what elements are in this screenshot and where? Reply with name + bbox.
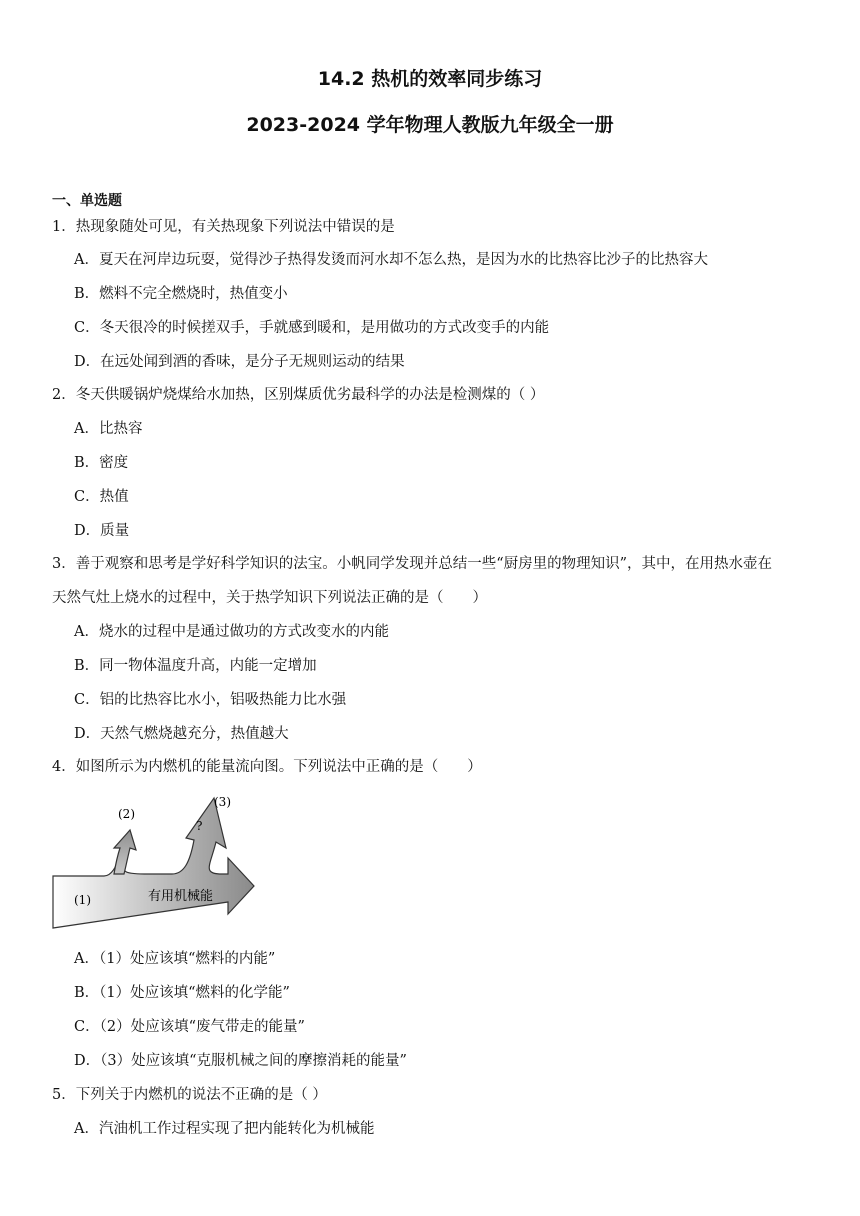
question-3-stem-line1: 3．善于观察和思考是学好科学知识的法宝。小帆同学发现并总结一些“厨房里的物理知识”，其中，在用热水壶在: [52, 556, 773, 572]
question-2-option-b: B．密度: [74, 455, 129, 471]
page-title: 14.2 热机的效率同步练习: [317, 68, 543, 90]
question-3-option-c: C．铝的比热容比水小，铝吸热能力比水强: [74, 692, 347, 708]
question-1-option-d: D．在远处闻到酒的香味，是分子无规则运动的结果: [74, 354, 405, 370]
diagram-arrow-text: 有用机械能: [148, 889, 214, 904]
question-4-stem: 4．如图所示为内燃机的能量流向图。下列说法中正确的是（ ）: [52, 759, 482, 775]
question-2-option-a: A．比热容: [74, 421, 143, 437]
question-1-option-a: A．夏天在河岸边玩耍，觉得沙子热得发烫而河水却不怎么热，是因为水的比热容比沙子的比热容大: [74, 252, 708, 268]
branch-arrow-2: [114, 830, 136, 874]
question-5-option-a: A．汽油机工作过程实现了把内能转化为机械能: [74, 1121, 375, 1137]
question-1-option-c: C．冬天很冷的时候搓双手，手就感到暖和，是用做功的方式改变手的内能: [74, 320, 550, 336]
question-2-stem: 2．冬天供暖锅炉烧煤给水加热，区别煤质优劣最科学的办法是检测煤的（ ）: [52, 387, 545, 403]
question-5-stem: 5．下列关于内燃机的说法不正确的是（ ）: [52, 1087, 327, 1103]
question-3-option-b: B．同一物体温度升高，内能一定增加: [74, 658, 317, 674]
question-1-option-b: B．燃料不完全燃烧时，热值变小: [74, 286, 288, 302]
diagram-label-3: (3): [214, 795, 231, 809]
question-4-option-d: D．（3）处应该填“克服机械之间的摩擦消耗的能量”: [74, 1053, 407, 1069]
page-subtitle: 2023-2024 学年物理人教版九年级全一册: [246, 114, 614, 136]
question-3-option-d: D．天然气燃烧越充分，热值越大: [74, 726, 289, 742]
diagram-label-2: (2): [118, 807, 135, 821]
section-heading: 一、单选题: [52, 193, 122, 209]
main-flow-arrow: [53, 798, 254, 928]
question-1-stem: 1．热现象随处可见，有关热现象下列说法中错误的是: [52, 219, 395, 235]
question-3-stem-line2: 天然气灶上烧水的过程中，关于热学知识下列说法正确的是（ ）: [52, 590, 487, 606]
diagram-question-mark: ?: [196, 819, 203, 833]
diagram-label-1: (1): [74, 893, 91, 907]
energy-flow-diagram: [52, 790, 256, 932]
question-3-option-a: A．烧水的过程中是通过做功的方式改变水的内能: [74, 624, 389, 640]
question-2-option-c: C．热值: [74, 489, 129, 505]
question-4-option-b: B．（1）处应该填“燃料的化学能”: [74, 985, 290, 1001]
question-4-option-c: C．（2）处应该填“废气带走的能量”: [74, 1019, 305, 1035]
question-4-option-a: A．（1）处应该填“燃料的内能”: [74, 951, 276, 967]
question-2-option-d: D．质量: [74, 523, 130, 539]
